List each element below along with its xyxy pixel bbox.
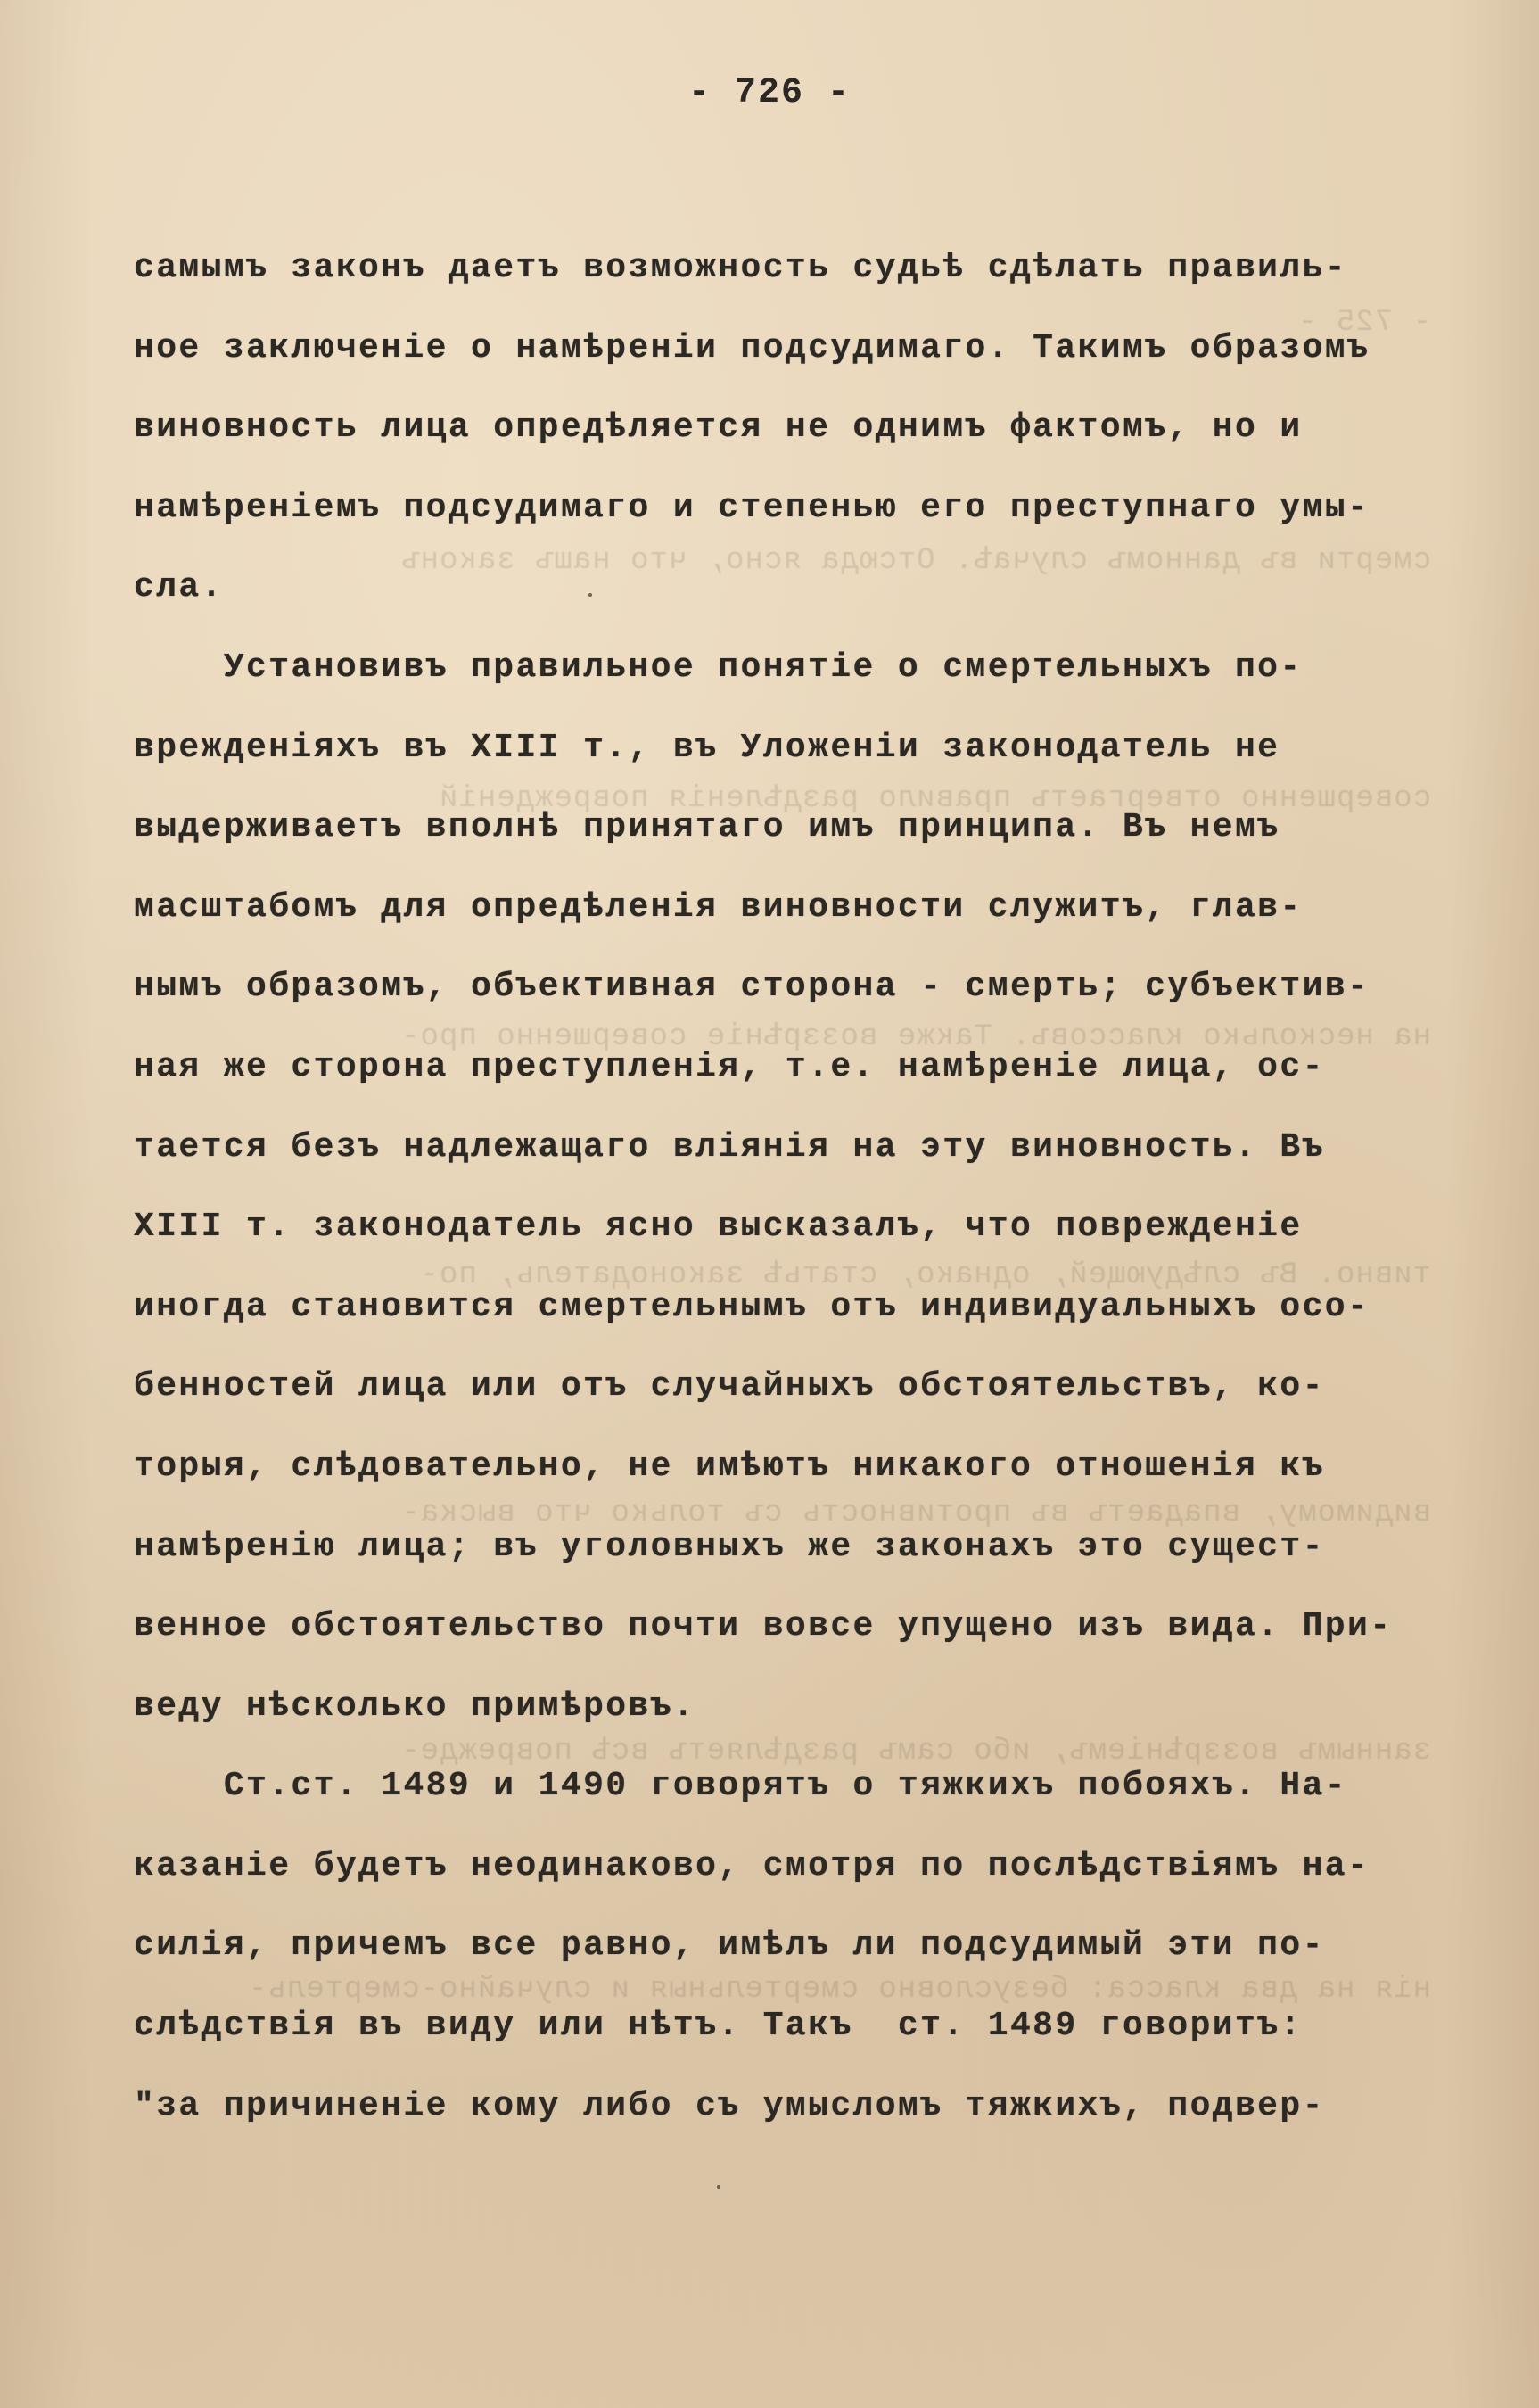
paragraph-start-line: Установивъ правильное понятіе о смертельныхъ по- xyxy=(134,647,1303,687)
text-line: ное заключеніе о намѣреніи подсудимаго. Такимъ образомъ xyxy=(134,328,1370,367)
text-line: врежденіяхъ въ XIII т., въ Уложеніи законодатель не xyxy=(134,728,1280,767)
text-line: венное обстоятельство почти вовсе упущено изъ вида. При- xyxy=(134,1607,1393,1646)
text-line: бенностей лица или отъ случайныхъ обстоятельствъ, ко- xyxy=(134,1367,1325,1406)
text-line: нымъ образомъ, объективная сторона - смерть; субъектив- xyxy=(134,968,1370,1007)
bleed-line: - 725 - xyxy=(1297,306,1431,340)
text-line: веду нѣсколько примѣровъ. xyxy=(134,1686,696,1726)
text-line: торыя, слѣдовательно, не имѣютъ никакого отношенія къ xyxy=(134,1447,1325,1486)
text-line: выдерживаетъ вполнѣ принятаго имъ принципа. Въ немъ xyxy=(134,808,1280,847)
text-line: казаніе будетъ неодинаково, смотря по послѣдствіямъ на- xyxy=(134,1846,1370,1885)
text-line: самымъ законъ даетъ возможность судьѣ сдѣлать правиль- xyxy=(134,249,1347,287)
bleed-line: видимому, впадаетъ въ противность съ только что выска- xyxy=(400,1497,1431,1530)
text-line: иногда становится смертельнымъ отъ индивидуальныхъ осо- xyxy=(134,1287,1370,1326)
text-line: "за причиненіе кому либо съ умысломъ тяжкихъ, подвер- xyxy=(134,2086,1325,2125)
text-line: сла. xyxy=(134,568,224,607)
text-line: масштабомъ для опредѣленія виновности служитъ, глав- xyxy=(134,887,1303,927)
text-line: XIII т. законодатель ясно высказалъ, что поврежденіе xyxy=(134,1208,1303,1247)
bleed-line: на несколько классовъ. Также воззрѣніе совершенно про- xyxy=(400,1020,1431,1054)
bleed-line: тивно. Въ слѣдующей, однако, статьѣ законодатель, по- xyxy=(419,1258,1431,1292)
text-line: ная же сторона преступленія, т.е. намѣреніе лица, ос- xyxy=(134,1047,1325,1086)
text-line: намѣренію лица; въ уголовныхъ же законахъ это сущест- xyxy=(134,1527,1325,1566)
bleed-line: заннымъ воззрѣніемъ, ибо самъ раздѣляетъ всѣ поврежде- xyxy=(400,1735,1431,1769)
paragraph-start-line: Ст.ст. 1489 и 1490 говорятъ о тяжкихъ побояхъ. На- xyxy=(134,1767,1347,1806)
text-line: виновность лица опредѣляется не однимъ фактомъ, но и xyxy=(134,408,1303,448)
document-body xyxy=(134,228,1489,2146)
bleed-line: смерти въ данномъ случаѣ. Отсюда ясно, что нашъ законъ xyxy=(400,544,1431,578)
page-number: - 726 - xyxy=(687,73,852,113)
bleed-line: нія на два класса: безусловно смертельныя и случайно-смертель- xyxy=(247,1973,1431,2007)
text-line: тается безъ надлежащаго вліянія на эту виновность. Въ xyxy=(134,1127,1325,1167)
ink-speck xyxy=(588,593,592,597)
bleed-line: совершенно отвергаетъ правило раздѣленія поврежденій xyxy=(439,782,1431,816)
ink-speck xyxy=(717,2185,720,2189)
text-line: намѣреніемъ подсудимаго и степенью его преступнаго умы- xyxy=(134,488,1370,527)
text-line: слѣдствія въ виду или нѣтъ. Такъ ст. 1489 говоритъ: xyxy=(134,2007,1303,2046)
text-line: силія, причемъ все равно, имѣлъ ли подсудимый эти по- xyxy=(134,1926,1325,1966)
